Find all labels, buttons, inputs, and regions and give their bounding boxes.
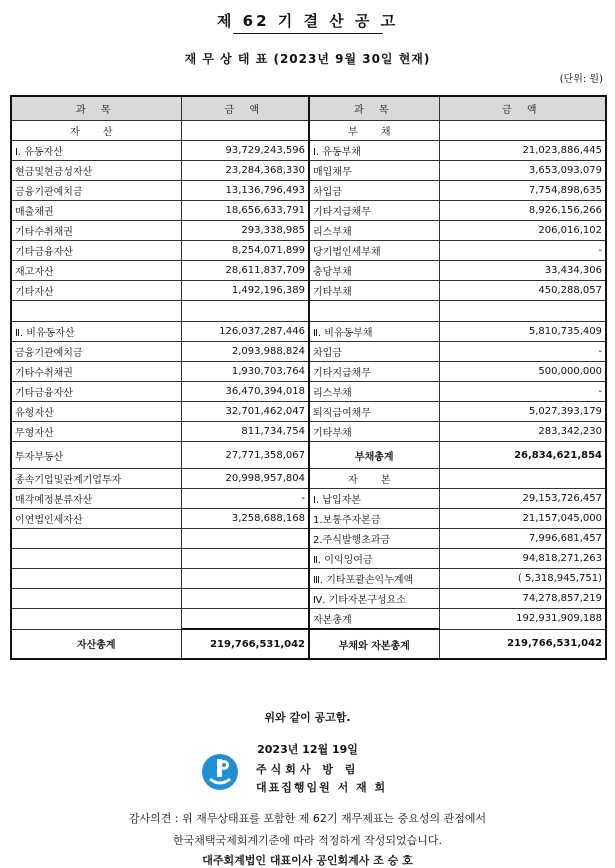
table-row: [11, 629, 606, 659]
left-item-cell: 현금및현금성자산: [11, 161, 181, 181]
table-row: [11, 549, 606, 569]
right-amount-cell: 7,996,681,457: [439, 529, 606, 549]
left-item-cell: [11, 301, 181, 322]
left-amount-cell: 32,701,462,047: [181, 402, 309, 422]
left-amount-cell: [181, 589, 309, 609]
left-item-cell: Ⅰ. 유동자산: [11, 141, 181, 161]
right-amount-cell: 3,653,093,079: [439, 161, 606, 181]
right-amount-cell: 450,288,057: [439, 281, 606, 301]
left-item-cell: 재고자산: [11, 261, 181, 281]
left-amount-cell: 811,734,754: [181, 422, 309, 442]
table-row: [11, 469, 606, 489]
table-row: [11, 342, 606, 362]
right-item-cell: Ⅲ. 기타포괄손익누계액: [309, 569, 439, 589]
right-item-cell: 퇴직급여채무: [309, 402, 439, 422]
bangrim-logo-icon: [200, 752, 240, 792]
left-amount-cell: 93,729,243,596: [181, 141, 309, 161]
left-item-cell: 종속기업및관계기업투자: [11, 469, 181, 489]
left-item-cell: [11, 569, 181, 589]
right-amount-cell: 219,766,531,042: [439, 629, 606, 659]
left-amount-cell: 219,766,531,042: [181, 629, 309, 659]
left-amount-cell: [181, 569, 309, 589]
right-item-cell: 기타부채: [309, 281, 439, 301]
table-row: [11, 382, 606, 402]
right-amount-cell: 21,023,886,445: [439, 141, 606, 161]
table-row: [11, 281, 606, 301]
left-amount-cell: 3,258,688,168: [181, 509, 309, 529]
right-item-cell: Ⅳ. 기타자본구성요소: [309, 589, 439, 609]
left-item-cell: 이연법인세자산: [11, 509, 181, 529]
right-amount-cell: 26,834,621,854: [439, 442, 606, 469]
right-amount-cell: [439, 301, 606, 322]
right-item-cell: 매입채무: [309, 161, 439, 181]
left-item-cell: 기타수취채권: [11, 221, 181, 241]
left-item-cell: 금융기관예치금: [11, 342, 181, 362]
right-item-cell: 차입금: [309, 342, 439, 362]
left-amount-cell: 27,771,358,067: [181, 442, 309, 469]
left-amount-cell: [181, 301, 309, 322]
right-amount-cell: [439, 469, 606, 489]
table-row: [11, 161, 606, 181]
right-item-cell: 충당부채: [309, 261, 439, 281]
table-row: [11, 509, 606, 529]
left-item-cell: [11, 609, 181, 630]
left-item-cell: 매각예정분류자산: [11, 489, 181, 509]
right-item-cell: 부채와 자본총계: [309, 629, 439, 659]
left-item-cell: [11, 549, 181, 569]
right-amount-cell: 74,278,857,219: [439, 589, 606, 609]
left-amount-cell: 1,492,196,389: [181, 281, 309, 301]
left-item-cell: [11, 589, 181, 609]
left-amount-cell: 293,338,985: [181, 221, 309, 241]
right-amount-cell: 5,027,393,179: [439, 402, 606, 422]
audit-opinion-line-2: 한국채택국제회계기준에 따라 적정하게 작성되었습니다.: [172, 834, 442, 847]
left-item-cell: 기타자산: [11, 281, 181, 301]
right-amount-cell: 21,157,045,000: [439, 509, 606, 529]
right-item-cell: 리스부채: [309, 382, 439, 402]
left-item-cell: [11, 529, 181, 549]
left-item-cell: 무형자산: [11, 422, 181, 442]
left-item-cell: 유형자산: [11, 402, 181, 422]
table-row: [11, 141, 606, 161]
left-item-cell: 기타금융자산: [11, 382, 181, 402]
left-amount-cell: 2,093,988,824: [181, 342, 309, 362]
company-name: 주식회사 방 림: [256, 763, 360, 776]
table-row: [11, 261, 606, 281]
announcement-date: 2023년 12월 19일: [257, 743, 358, 756]
right-amount-cell: 192,931,909,188: [439, 609, 606, 630]
table-row: [11, 301, 606, 322]
left-amount-cell: [181, 609, 309, 630]
table-row: [11, 402, 606, 422]
left-amount-cell: -: [181, 489, 309, 509]
right-amount-cell: 29,153,726,457: [439, 489, 606, 509]
right-amount-cell: ( 5,318,945,751): [439, 569, 606, 589]
right-item-cell: 기타지급채무: [309, 201, 439, 221]
right-item-cell: 리스부채: [309, 221, 439, 241]
right-item-cell: 자 본: [309, 469, 439, 489]
table-header-row: [11, 96, 606, 121]
left-item-cell: 기타금융자산: [11, 241, 181, 261]
right-item-cell: 부채총계: [309, 442, 439, 469]
right-item-cell: 자본총계: [309, 609, 439, 630]
table-row: [11, 201, 606, 221]
left-item-cell: 매출채권: [11, 201, 181, 221]
table-row: [11, 589, 606, 609]
document-title: 제 62 기 결 산 공 고: [216, 12, 399, 30]
right-amount-cell: 5,810,735,409: [439, 322, 606, 342]
right-item-cell: 기타지급채무: [309, 362, 439, 382]
right-amount-cell: 8,926,156,266: [439, 201, 606, 221]
left-item-cell: 금융기관예치금: [11, 181, 181, 201]
right-amount-cell: -: [439, 241, 606, 261]
left-amount-cell: 20,998,957,804: [181, 469, 309, 489]
right-item-cell: [309, 301, 439, 322]
table-row: [11, 609, 606, 630]
right-item-cell: Ⅰ. 유동부채: [309, 141, 439, 161]
unit-label: (단위: 원): [559, 74, 603, 85]
header-left-amount: 금 액: [181, 96, 309, 121]
left-item-cell: 투자부동산: [11, 442, 181, 469]
ceo-name: 대표집행임원 서 재 희: [256, 781, 388, 794]
right-amount-cell: [439, 121, 606, 141]
right-amount-cell: 7,754,898,635: [439, 181, 606, 201]
left-amount-cell: 8,254,071,899: [181, 241, 309, 261]
left-item-cell: 기타수취채권: [11, 362, 181, 382]
right-amount-cell: 33,434,306: [439, 261, 606, 281]
left-amount-cell: 28,611,837,709: [181, 261, 309, 281]
header-left-item: 과 목: [11, 96, 181, 121]
right-item-cell: Ⅰ. 납입자본: [309, 489, 439, 509]
right-item-cell: 부 채: [309, 121, 439, 141]
table-row: [11, 241, 606, 261]
right-amount-cell: -: [439, 382, 606, 402]
right-amount-cell: 500,000,000: [439, 362, 606, 382]
table-row: [11, 221, 606, 241]
audit-opinion-line-1: 감사의견 : 위 재무상태표를 포함한 제 62기 재무제표는 중요성의 관점에서: [128, 812, 487, 825]
right-item-cell: 기타부채: [309, 422, 439, 442]
left-amount-cell: 13,136,796,493: [181, 181, 309, 201]
left-amount-cell: 1,930,703,764: [181, 362, 309, 382]
left-amount-cell: 23,284,368,330: [181, 161, 309, 181]
title-underline: [233, 33, 383, 34]
right-amount-cell: 94,818,271,263: [439, 549, 606, 569]
left-item-cell: 자산총계: [11, 629, 181, 659]
table-row: [11, 529, 606, 549]
left-amount-cell: 36,470,394,018: [181, 382, 309, 402]
right-item-cell: Ⅱ. 이익잉여금: [309, 549, 439, 569]
table-row: [11, 442, 606, 469]
table-row: [11, 362, 606, 382]
table-row: [11, 121, 606, 141]
left-item-cell: Ⅱ. 비유동자산: [11, 322, 181, 342]
header-right-amount: 금 액: [439, 96, 606, 121]
right-item-cell: 당기법인세부채: [309, 241, 439, 261]
right-item-cell: 차입금: [309, 181, 439, 201]
right-item-cell: Ⅱ. 비유동부채: [309, 322, 439, 342]
left-amount-cell: 126,037,287,446: [181, 322, 309, 342]
table-row: [11, 489, 606, 509]
table-row: [11, 181, 606, 201]
balance-sheet-table: [10, 95, 607, 660]
statement-subtitle: 재 무 상 태 표 (2023년 9월 30일 현재): [184, 52, 431, 66]
left-item-cell: 자 산: [11, 121, 181, 141]
auditor-signature: 대주회계법인 대표이사 공인회계사 조 승 호: [202, 854, 413, 867]
left-amount-cell: [181, 549, 309, 569]
table-row: [11, 569, 606, 589]
left-amount-cell: [181, 121, 309, 141]
notice-text: 위와 같이 공고함.: [264, 711, 351, 724]
right-item-cell: 1.보통주자본금: [309, 509, 439, 529]
right-amount-cell: 206,016,102: [439, 221, 606, 241]
header-right-item: 과 목: [309, 96, 439, 121]
table-row: [11, 422, 606, 442]
table-row: [11, 322, 606, 342]
left-amount-cell: 18,656,633,791: [181, 201, 309, 221]
right-amount-cell: -: [439, 342, 606, 362]
left-amount-cell: [181, 529, 309, 549]
right-item-cell: 2.주식발행초과금: [309, 529, 439, 549]
right-amount-cell: 283,342,230: [439, 422, 606, 442]
